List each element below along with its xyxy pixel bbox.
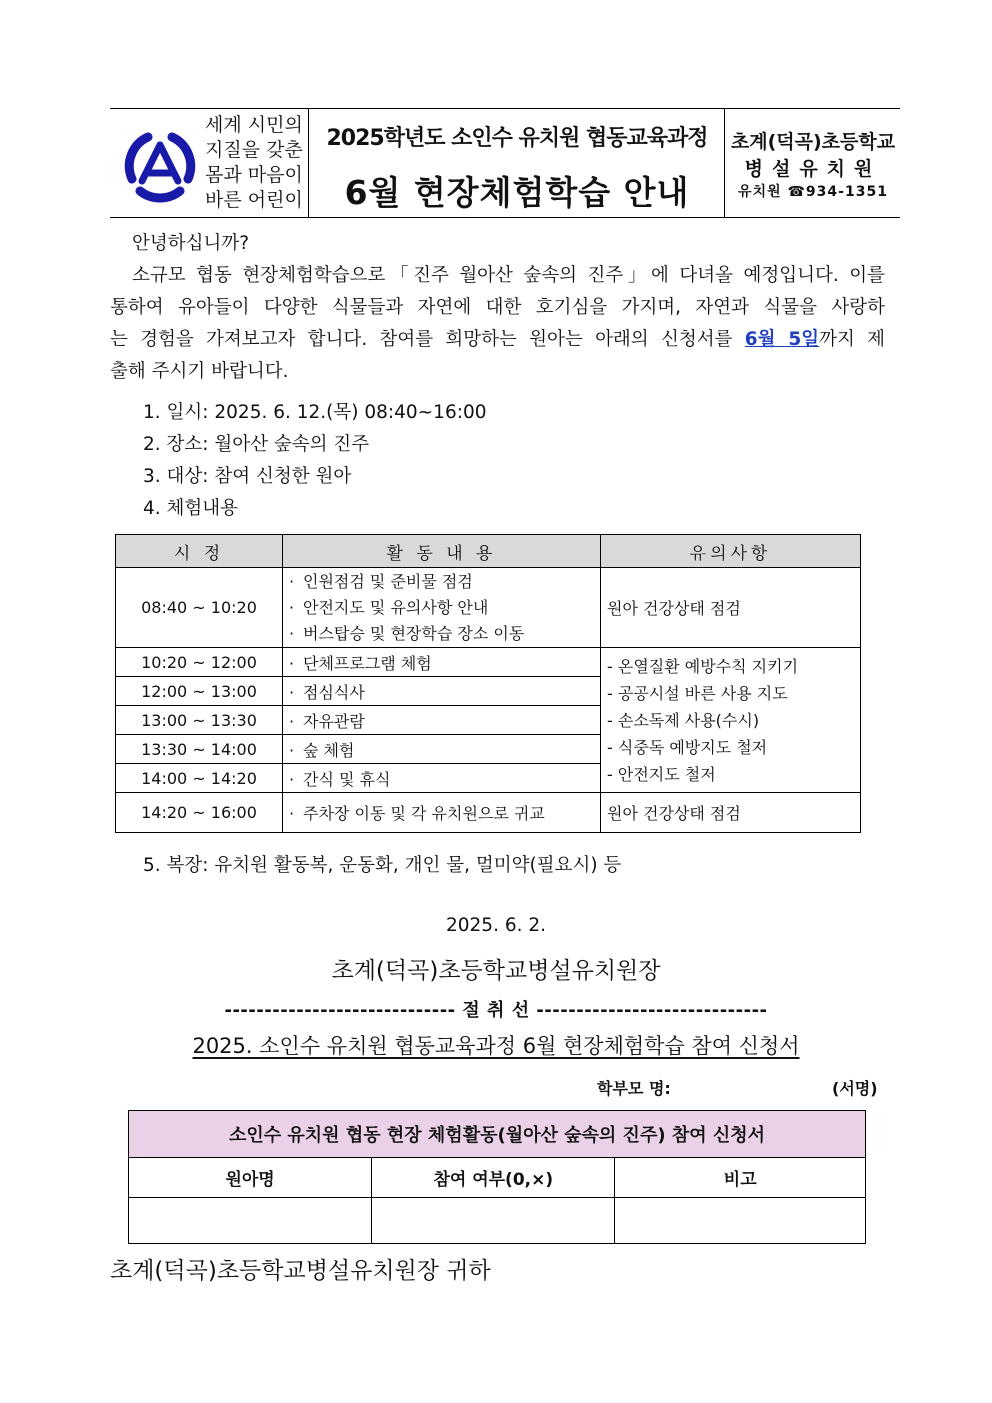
column-header: 원아명	[129, 1158, 372, 1198]
intro-line: 소규모 협동 현장체험학습으로「진주 월아산 숲속의 진주」에 다녀올 예정입니다. 이를	[132, 265, 885, 286]
phone-number: 유치원 ☎934-1351	[738, 184, 888, 200]
table-header-row	[116, 535, 861, 568]
activity-cell	[283, 793, 601, 833]
schedule-table	[115, 534, 861, 833]
issue-date: 2025. 6. 2.	[445, 915, 547, 936]
intro-text: 까지 제	[819, 329, 885, 350]
column-header: 유의사항	[601, 535, 861, 568]
table-header-row	[129, 1158, 866, 1198]
participation-field[interactable]	[372, 1198, 615, 1244]
table-row	[116, 568, 861, 648]
bullet: ·	[289, 682, 295, 702]
activity-cell	[283, 648, 601, 677]
bullet: ·	[289, 597, 295, 617]
info-content-heading: 4. 체험내용	[143, 498, 239, 519]
time-cell: 13:30 ~ 14:00	[116, 735, 283, 764]
column-header: 참여 여부(0,×)	[372, 1158, 615, 1198]
signature-label: (서명)	[832, 1079, 878, 1098]
info-list	[143, 397, 487, 525]
bullet: ·	[289, 711, 295, 731]
form-title: 2025. 소인수 유치원 협동교육과정 6월 현장체험학습 참여 신청서	[192, 1034, 800, 1058]
table-row	[129, 1198, 866, 1244]
column-header: 시 정	[116, 535, 283, 568]
form-title-wrap	[0, 1030, 992, 1060]
note-text: - 안전지도 철저	[607, 764, 716, 784]
bullet: ·	[289, 804, 295, 823]
note-cell	[601, 648, 861, 793]
intro-line	[110, 324, 885, 356]
recipient: 초계(덕곡)초등학교병설유치원장 귀하	[110, 1258, 491, 1284]
bullet: ·	[289, 769, 295, 789]
activity-cell	[283, 677, 601, 706]
activity-cell	[283, 568, 601, 648]
note-text: - 온열질환 예방수칙 지키기	[607, 656, 799, 676]
note-text: - 손소독제 사용(수시)	[607, 710, 760, 730]
info-attire: 5. 복장: 유치원 활동복, 운동화, 개인 물, 멀미약(필요시) 등	[143, 855, 622, 876]
activity-text: 숲 체험	[303, 740, 355, 760]
header-divider	[724, 109, 725, 217]
signer: 초계(덕곡)초등학교병설유치원장	[331, 958, 661, 984]
application-form-table	[128, 1110, 866, 1244]
child-name-field[interactable]	[129, 1198, 372, 1244]
intro-paragraph	[110, 228, 885, 388]
motto-line: 세계 시민의	[205, 114, 303, 136]
document-title-line1: 2025학년도 소인수 유치원 협동교육과정	[326, 126, 708, 151]
document-title-line2: 6월 현장체험학습 안내	[344, 173, 690, 212]
note-text: - 공공시설 바른 사용 지도	[607, 683, 788, 703]
info-place: 2. 장소: 월아산 숲속의 진주	[143, 434, 370, 455]
column-header: 비고	[615, 1158, 866, 1198]
intro-line: 통하여 유아들이 다양한 식물들과 자연에 대한 호기심을 가지며, 자연과 식물을 사랑하	[110, 297, 885, 318]
bullet: ·	[289, 740, 295, 760]
motto-line: 지질을 갖춘	[205, 139, 303, 161]
info-date: 1. 일시: 2025. 6. 12.(목) 08:40~16:00	[143, 402, 487, 423]
parent-name-label: 학부모 명:	[597, 1079, 671, 1098]
activity-text: 간식 및 휴식	[303, 769, 391, 789]
time-cell: 08:40 ~ 10:20	[116, 568, 283, 648]
school-motto	[205, 113, 310, 213]
kindergarten-name: 병설유치원	[744, 158, 882, 180]
activity-text: 주차장 이동 및 각 유치원으로 귀교	[303, 804, 545, 823]
time-cell: 14:00 ~ 14:20	[116, 764, 283, 793]
bullet: ·	[289, 623, 295, 643]
time-cell: 12:00 ~ 13:00	[116, 677, 283, 706]
intro-text: 는 경험을 가져보고자 합니다. 참여를 희망하는 원아는 아래의 신청서를	[110, 329, 733, 350]
activity-text: 버스탑승 및 현장학습 장소 이동	[303, 623, 525, 643]
activity-cell	[283, 735, 601, 764]
activity-text: 점심식사	[303, 682, 365, 702]
document-header	[110, 108, 900, 218]
note-text: - 식중독 예방지도 철저	[607, 737, 768, 757]
activity-text: 단체프로그램 체험	[303, 653, 432, 673]
bullet: ·	[289, 653, 295, 673]
table-row	[116, 793, 861, 833]
form-table-title: 소인수 유치원 협동 현장 체험활동(월아산 숲속의 진주) 참여 신청서	[129, 1111, 866, 1158]
time-cell: 10:20 ~ 12:00	[116, 648, 283, 677]
school-name: 초계(덕곡)초등학교	[730, 131, 896, 153]
column-header: 활 동 내 용	[283, 535, 601, 568]
info-target: 3. 대상: 참여 신청한 원아	[143, 466, 352, 487]
note-cell: 원아 건강상태 점검	[601, 793, 861, 833]
activity-cell	[283, 764, 601, 793]
table-row	[116, 648, 861, 677]
motto-line: 바른 어린이	[205, 189, 303, 211]
bullet: ·	[289, 571, 295, 591]
cut-line: ----------------------------- 절 취 선 -----------------------------	[224, 1000, 768, 1021]
deadline: 6월 5일	[744, 329, 820, 350]
school-emblem-icon	[118, 123, 202, 207]
intro-line: 출해 주시기 바랍니다.	[110, 361, 289, 382]
time-cell: 14:20 ~ 16:00	[116, 793, 283, 833]
note-cell: 원아 건강상태 점검	[601, 568, 861, 648]
activity-cell	[283, 706, 601, 735]
activity-text: 자유관람	[303, 711, 365, 731]
header-divider	[308, 109, 309, 217]
greeting: 안녕하십니까?	[132, 233, 250, 254]
time-cell: 13:00 ~ 13:30	[116, 706, 283, 735]
remarks-field[interactable]	[615, 1198, 866, 1244]
motto-line: 몸과 마음이	[205, 164, 303, 186]
activity-text: 인원점검 및 준비물 점검	[303, 571, 473, 591]
activity-text: 안전지도 및 유의사항 안내	[303, 597, 489, 617]
